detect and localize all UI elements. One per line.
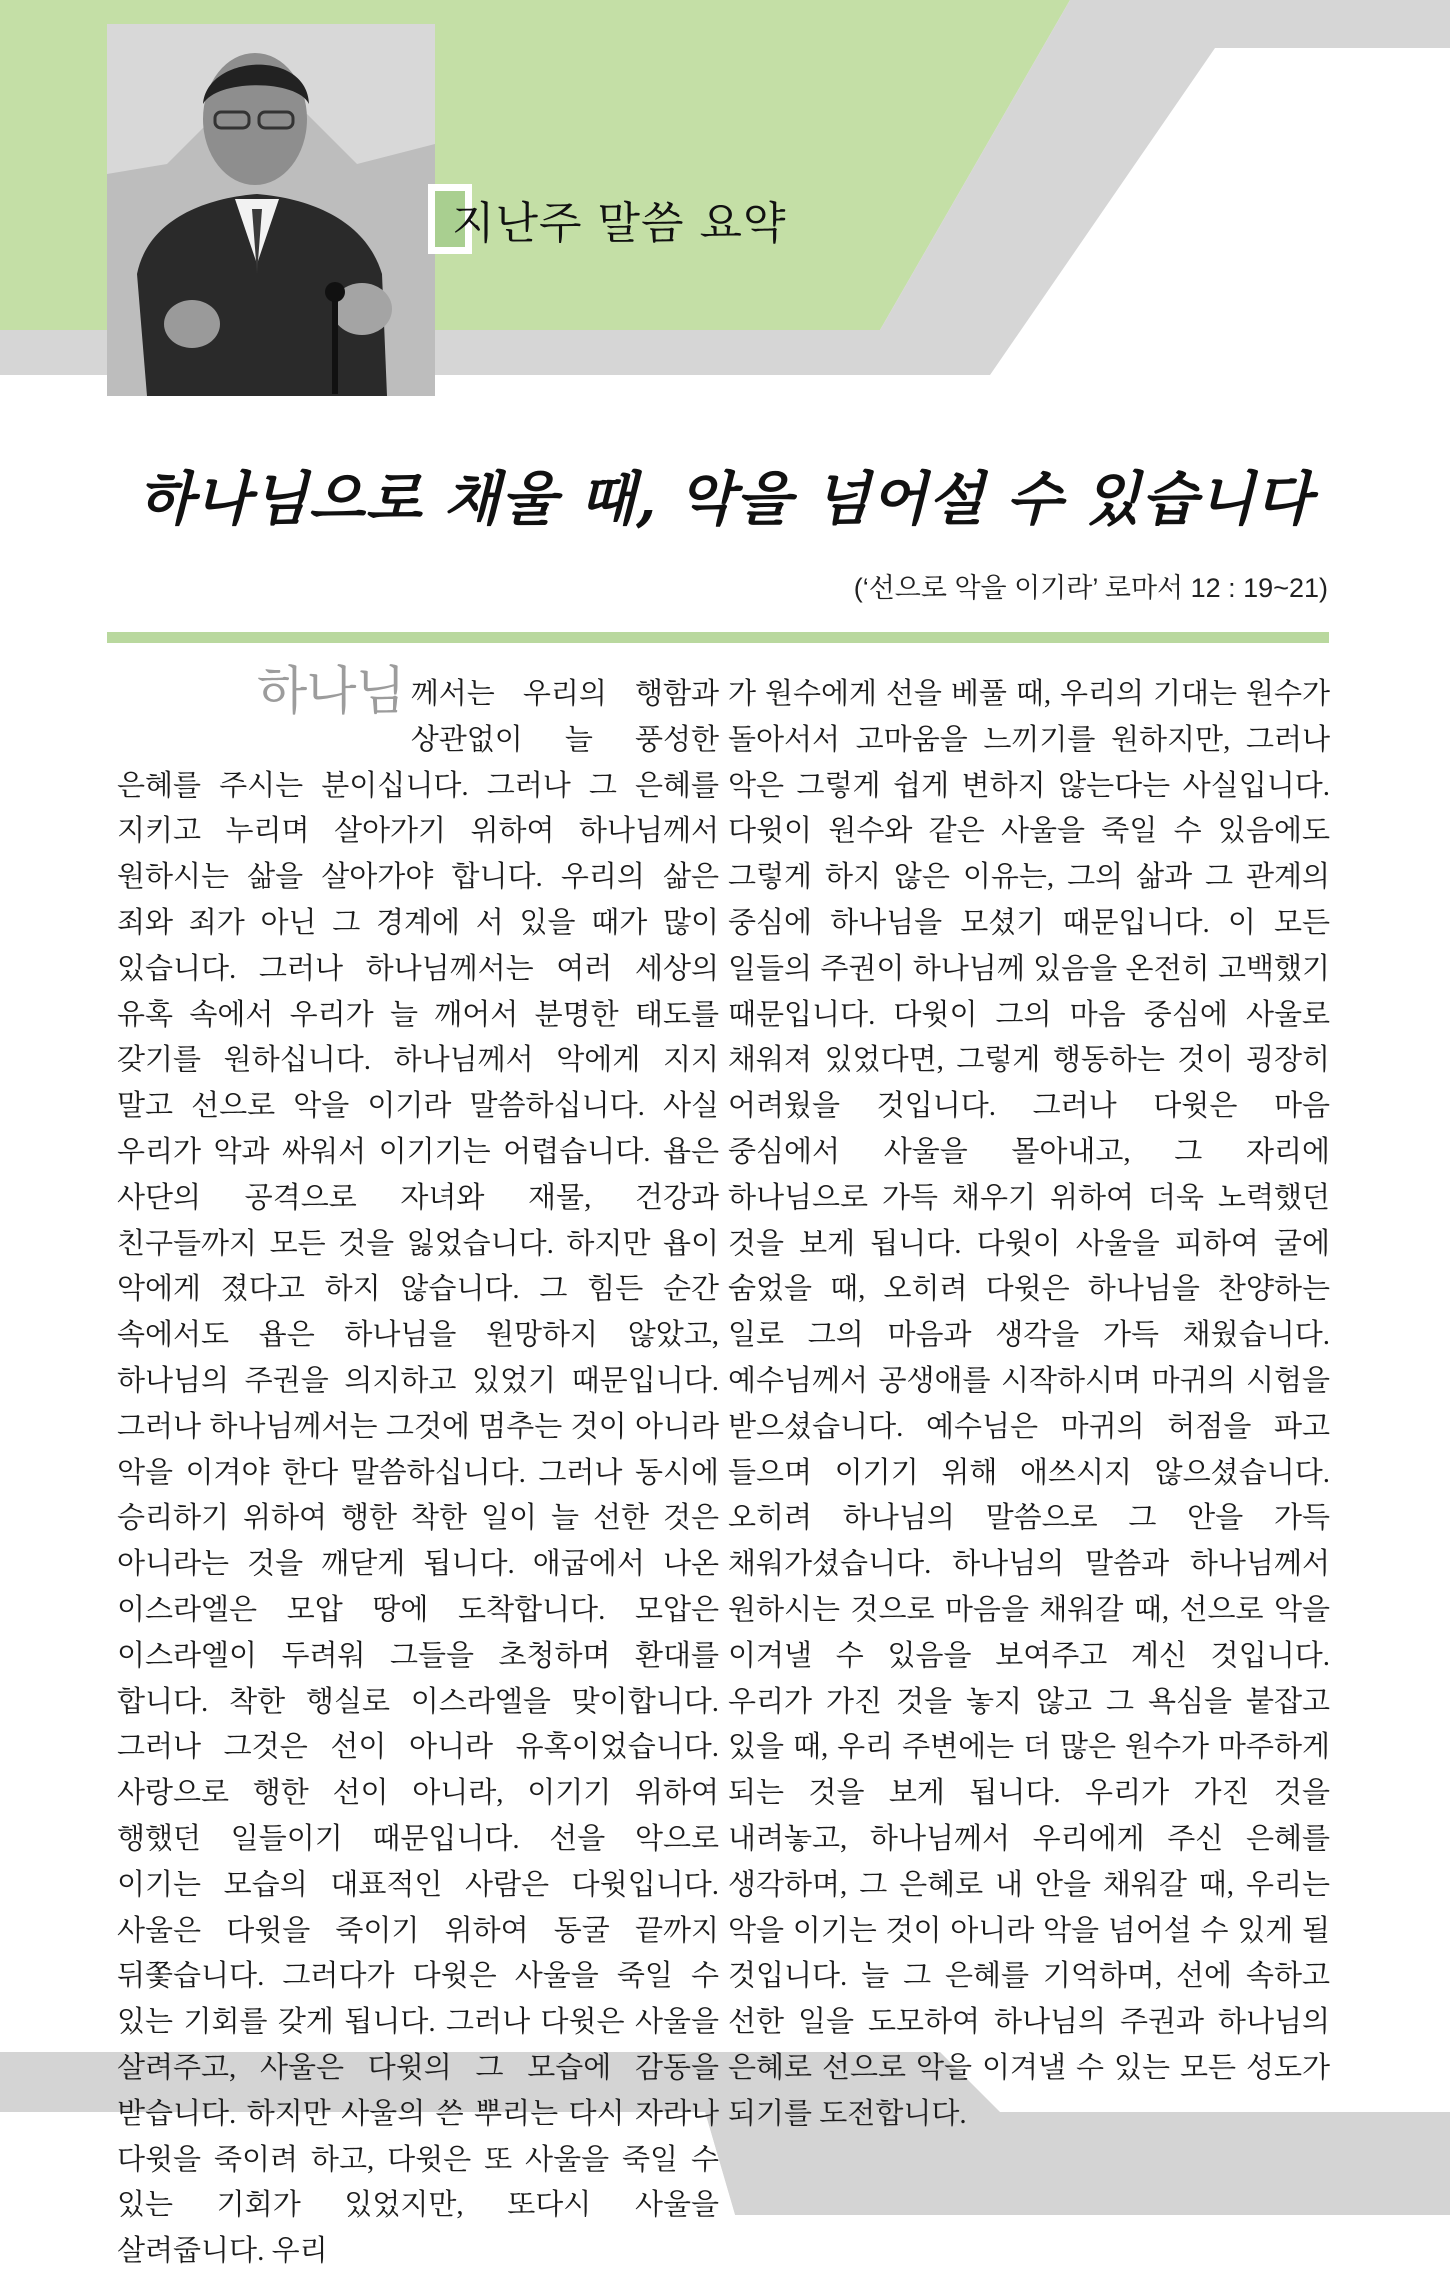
body-column-left: [117, 662, 719, 2275]
green-divider: [107, 632, 1329, 643]
section-label: [428, 178, 787, 260]
speaker-photo: [107, 24, 435, 396]
body-text-right: 가 원수에게 선을 베풀 때, 우리의 기대는 원수가 돌아서서 고마움을 느끼기를 원하지만, 그러나 악은 그렇게 쉽게 변하지 않는다는 사실입니다. 다윗이 원수와 같은 사울을 죽일 수 있음에도 그렇게 하지 않은 이유는, 그의 삶과 그 관계의 중심에 하나님을 모셨기 때문입니다. 이 모든 일들의 주권이 하나님께 있음을 온전히 고백했기 때문입니다. 다윗이 그의 마음 중심에 사울로 채워져 있었다면, 그렇게 행동하는 것이 굉장히 어려웠을 것입니다. 그러나 다윗은 마음 중심에서 사울을 몰아내고, 그 자리에 하나님으로 가득 채우기 위하여 더욱 노력했던 것을 보게 됩니다. 다윗이 사울을 피하여 굴에 숨었을 때, 오히려 다윗은 하나님을 찬양하는 일로 그의 마음과 생각을 가득 채웠습니다. 예수님께서 공생애를 시작하시며 마귀의 시험을 받으셨습니다. 예수님은 마귀의 허점을 파고 들으며 이기기 위해 애쓰시지 않으셨습니다. 오히려 하나님의 말씀으로 그 안을 가득 채워가셨습니다. 하나님의 말씀과 하나님께서 원하시는 것으로 마음을 채워갈 때, 선으로 악을 이겨낼 수 있음을 보여주고 계신 것입니다. 우리가 가진 것을 놓지 않고 그 욕심을 붙잡고 있을 때, 우리 주변에는 더 많은 원수가 마주하게 되는 것을 보게 됩니다. 우리가 가진 것을 내려놓고, 하나님께서 우리에게 주신 은혜를 생각하며, 그 은혜로 내 안을 채워갈 때, 우리는 악을 이기는 것이 아니라 악을 넘어설 수 있게 될 것입니다. 늘 그 은혜를 기억하며, 선에 속하고 선한 일을 도모하여 하나님의 주권과 하나님의 은혜로 선으로 악을 이겨낼 수 있는 모든 성도가 되기를 도전합니다.: [728, 678, 1330, 2130]
body-paragraph-left: [117, 662, 719, 2275]
section-title: 지난주 말씀 요약: [452, 198, 787, 249]
body-text-left: 께서는 우리의 행함과 상관없이 늘 풍성한 은혜를 주시는 분이십니다. 그러나 그 은혜를 지키고 누리며 살아가기 위하여 하나님께서 원하시는 삶을 살아가야 합니다. 우리의 삶은 죄와 죄가 아닌 그 경계에 서 있을 때가 많이 있습니다. 그러나 하나님께서는 여러 세상의 유혹 속에서 우리가 늘 깨어서 분명한 태도를 갖기를 원하십니다. 하나님께서 악에게 지지 말고 선으로 악을 이기라 말씀하십니다. 사실 우리가 악과 싸워서 이기기는 어렵습니다. 욥은 사단의 공격으로 자녀와 재물, 건강과 친구들까지 모든 것을 잃었습니다. 하지만 욥이 악에게 졌다고 하지 않습니다. 그 힘든 순간 속에서도 욥은 하나님을 원망하지 않았고, 하나님의 주권을 의지하고 있었기 때문입니다. 그러나 하나님께서는 그것에 멈추는 것이 아니라 악을 이겨야 한다 말씀하십니다. 그러나 동시에 승리하기 위하여 행한 착한 일이 늘 선한 것은 아니라는 것을 깨닫게 됩니다. 애굽에서 나온 이스라엘은 모압 땅에 도착합니다. 모압은 이스라엘이 두려워 그들을 초청하며 환대를 합니다. 착한 행실로 이스라엘을 맞이합니다. 그러나 그것은 선이 아니라 유혹이었습니다. 사랑으로 행한 선이 아니라, 이기기 위하여 행했던 일들이기 때문입니다. 선을 악으로 이기는 모습의 대표적인 사람은 다윗입니다. 사울은 다윗을 죽이기 위하여 동굴 끝까지 뒤쫓습니다. 그러다가 다윗은 사울을 죽일 수 있는 기회를 갖게 됩니다. 그러나 다윗은 사울을 살려주고, 사울은 다윗의 그 모습에 감동을 받습니다. 하지만 사울의 쓴 뿌리는 다시 자라나 다윗을 죽이려 하고, 다윗은 또 사울을 죽일 수 있는 기회가 있었지만, 또다시 사울을 살려줍니다. 우리: [117, 678, 719, 2268]
body-column-right: [728, 672, 1330, 2138]
body-paragraph-right: [728, 672, 1330, 2138]
sermon-title: 하나님으로 채울 때, 악을 넘어설 수 있습니다: [137, 465, 1313, 533]
scripture-reference: (‘선으로 악을 이기라’ 로마서 12 : 19~21): [853, 573, 1328, 603]
dropcap: 하나님: [257, 662, 405, 722]
